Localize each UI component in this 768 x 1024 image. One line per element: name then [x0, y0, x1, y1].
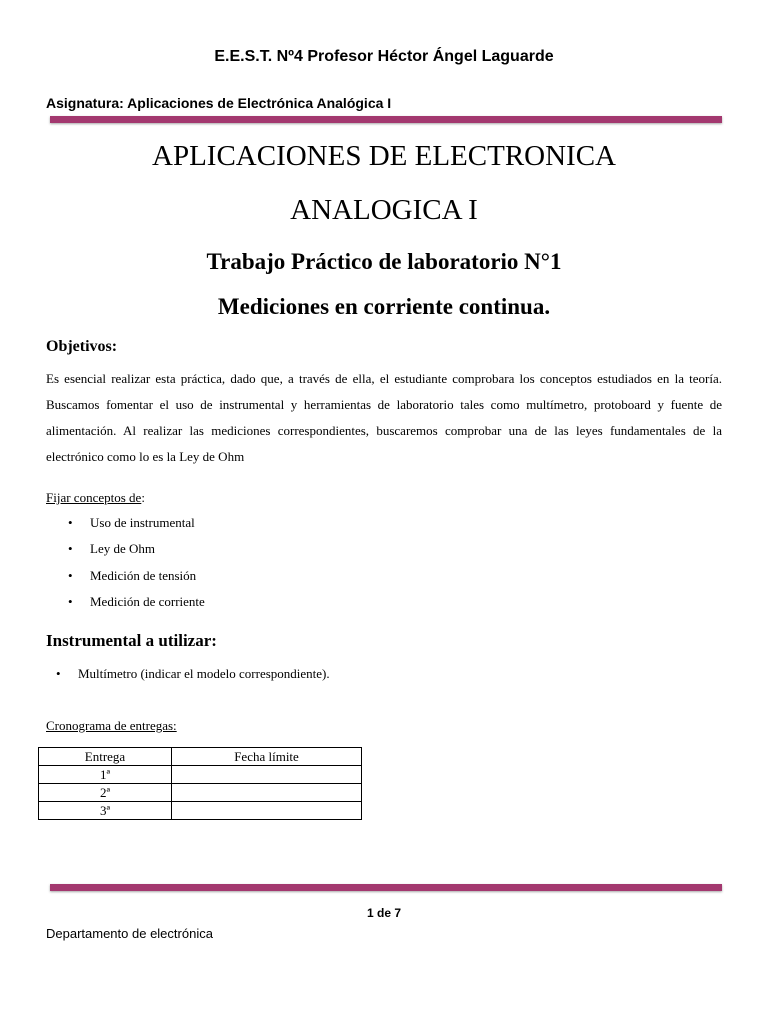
list-item	[46, 539, 205, 565]
list-item-label: Medición de corriente	[90, 593, 205, 609]
department-label: Departamento de electrónica	[46, 926, 213, 941]
table-cell	[172, 784, 362, 802]
table-row	[39, 784, 362, 802]
list-item	[46, 566, 205, 592]
concepts-colon: :	[141, 490, 145, 505]
concepts-list	[46, 513, 205, 618]
bullet-icon: •	[56, 666, 61, 681]
concepts-heading	[46, 490, 145, 506]
list-item	[46, 513, 205, 539]
document-title-line1: APLICACIONES DE ELECTRONICA	[152, 140, 616, 172]
table-cell: 1ª	[39, 766, 172, 784]
practice-title: Trabajo Práctico de laboratorio N°1	[206, 249, 562, 274]
table-row	[39, 766, 362, 784]
list-item	[46, 664, 330, 684]
footer-divider	[50, 884, 722, 891]
list-item	[46, 592, 205, 618]
objectives-paragraph: Es esencial realizar esta práctica, dado que, a través de ella, el estudiante comprobara los conceptos estudiados en la teoría. Buscamos fomentar el uso de instrumental y herramientas de laboratorio tales como multímetro, protoboard y fuente de alimentación. Al realizar las mediciones correspondientes, buscaremos comprobar una de las leyes fundamentales de la electrónico como lo es la Ley de Ohm	[46, 371, 722, 464]
bullet-icon: •	[68, 593, 73, 609]
list-item-label: Medición de tensión	[90, 567, 197, 583]
subject-label: Asignatura: Aplicaciones de Electrónica Analógica I	[46, 95, 392, 111]
header-divider	[50, 116, 722, 123]
table-row	[39, 802, 362, 820]
table-cell: 3ª	[39, 802, 172, 820]
column-header: Entrega	[39, 748, 172, 766]
page-number: 1 de 7	[366, 906, 402, 920]
school-name: E.E.S.T. Nº4 Profesor Héctor Ángel Laguarde	[214, 48, 554, 65]
list-item-label: Uso de instrumental	[90, 515, 195, 530]
practice-subtitle: Mediciones en corriente continua.	[217, 294, 551, 319]
bullet-icon: •	[68, 567, 73, 583]
bullet-icon: •	[68, 541, 73, 557]
table-header-row	[39, 748, 362, 766]
instruments-heading: Instrumental a utilizar:	[46, 631, 217, 650]
instruments-list	[46, 664, 330, 684]
schedule-table	[38, 747, 362, 820]
bullet-icon: •	[68, 515, 73, 530]
table-cell	[172, 802, 362, 820]
table-cell	[172, 766, 362, 784]
objectives-heading: Objetivos:	[46, 338, 118, 355]
list-item-label: Ley de Ohm	[90, 541, 155, 557]
table-cell: 2ª	[39, 784, 172, 802]
concepts-label: Fijar conceptos de	[46, 490, 142, 505]
document-title-line2: ANALOGICA I	[290, 194, 478, 226]
list-item-label: Multímetro (indicar el modelo correspondiente).	[78, 666, 330, 681]
schedule-heading: Cronograma de entregas:	[46, 718, 177, 733]
column-header: Fecha límite	[172, 748, 362, 766]
